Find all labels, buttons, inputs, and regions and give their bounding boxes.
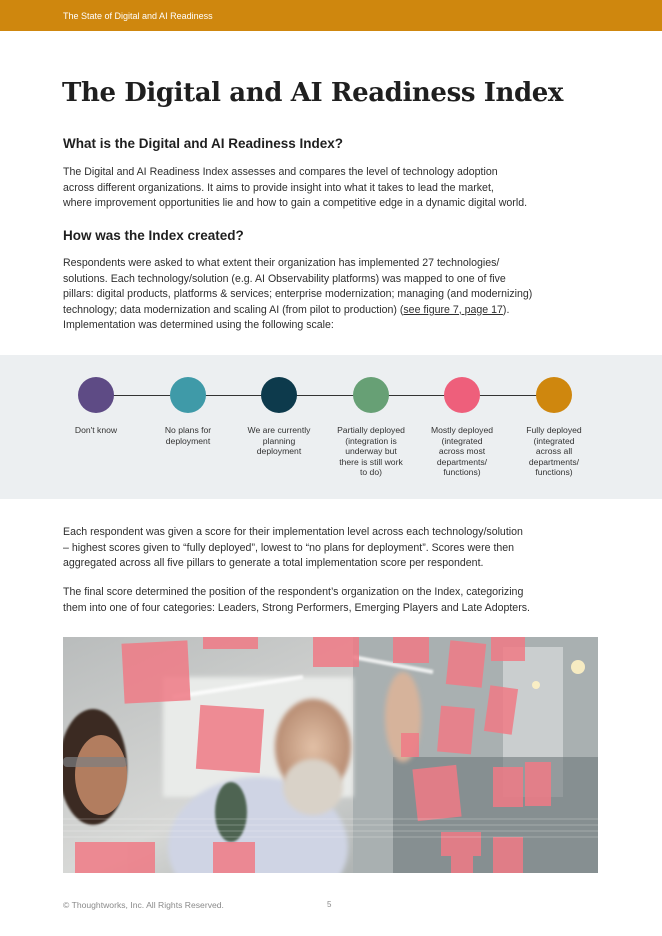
scale-dot-dont-know [78,377,114,413]
label-line: deployment [256,446,302,457]
header-bar [0,0,662,31]
text-line: Each respondent was given a score for their implementation level across each technology/solution [63,526,523,538]
section-heading-how: How was the Index created? [63,228,244,243]
label-line: to do) [360,467,382,478]
running-title: The State of Digital and AI Readiness [63,11,213,21]
text-line [63,303,603,319]
text-line: – highest scores given to “fully deployed”, lowest to “no plans for deployment”. Scores were then [63,541,515,554]
scale-dot-no-plans [170,377,206,413]
page-title: The Digital and AI Readiness Index [62,78,563,108]
copyright-notice: © Thoughtworks, Inc. All Rights Reserved. [63,900,224,910]
text-line: Respondents were asked to what extent their organization has implemented 27 technologies/ [63,257,500,269]
label-line: (integrated [441,435,483,446]
scale-label-no-plans [146,425,230,446]
label-line: there is still work [339,456,403,467]
label-line: across all [535,446,573,457]
section-heading-what: What is the Digital and AI Readiness Index? [63,136,344,151]
scale-dot-fully-deployed [536,377,572,413]
label-line: departments/ [436,456,488,467]
label-line: functions) [535,467,573,478]
method-paragraph [63,256,603,334]
scale-dot-mostly-deployed [444,377,480,413]
label-line: across most [438,446,486,457]
scale-label-planning [237,425,321,457]
label-line: (integration is [345,435,397,446]
figure-link[interactable]: see figure 7, page 17 [403,303,503,316]
text-line: solutions. Each technology/solution (e.g. AI Observability platforms) was mapped to one of five [63,272,506,285]
label-line: (integrated [533,435,575,446]
text-line: pillars: digital products, platforms & services; enterprise modernization; managing (and modernizing) [63,288,533,300]
office-photo [63,637,598,873]
text-line: Implementation was determined using the following scale: [63,319,334,331]
text-fragment: ). [502,303,510,316]
text-line: aggregated across all five pillars to generate a total implementation score per respondent. [63,557,484,569]
text-line: The Digital and AI Readiness Index assesses and compares the level of technology adoption [63,166,498,178]
categories-paragraph [63,585,603,616]
scale-connector-line [96,395,554,396]
scale-label-mostly-deployed [420,425,504,478]
label-line: departments/ [528,456,580,467]
label-line: Don't know [74,425,118,435]
label-line: underway but [345,446,397,457]
office-photo-illustration [63,637,598,873]
text-line: across different organizations. It aims to provide insight into what it takes to lead the market, [63,181,494,194]
label-line: Fully deployed [526,425,582,435]
text-fragment: technology; data modernization and scaling AI (from pilot to production) ( [63,303,404,316]
text-line: where improvement opportunities lie and how to gain a competitive edge in a dynamic digital world. [63,197,528,209]
label-line: functions) [443,467,481,478]
label-line: Partially deployed [337,425,405,435]
label-line: We are currently [247,425,311,435]
label-line: planning [262,435,296,446]
scale-label-fully-deployed [512,425,596,478]
scale-label-partially-deployed [329,425,413,478]
scale-dot-planning [261,377,297,413]
page-number: 5 [327,900,332,909]
intro-paragraph [63,165,603,212]
scale-label-dont-know [54,425,138,436]
label-line: deployment [165,435,211,446]
scoring-paragraph [63,525,603,572]
text-line: them into one of four categories: Leaders, Strong Performers, Emerging Players and Late Adopters. [63,601,530,614]
text-line: The final score determined the position of the respondent’s organization on the Index, categorizing [63,586,524,598]
label-line: No plans for [164,425,212,435]
scale-dot-partially-deployed [353,377,389,413]
label-line: Mostly deployed [430,425,494,435]
